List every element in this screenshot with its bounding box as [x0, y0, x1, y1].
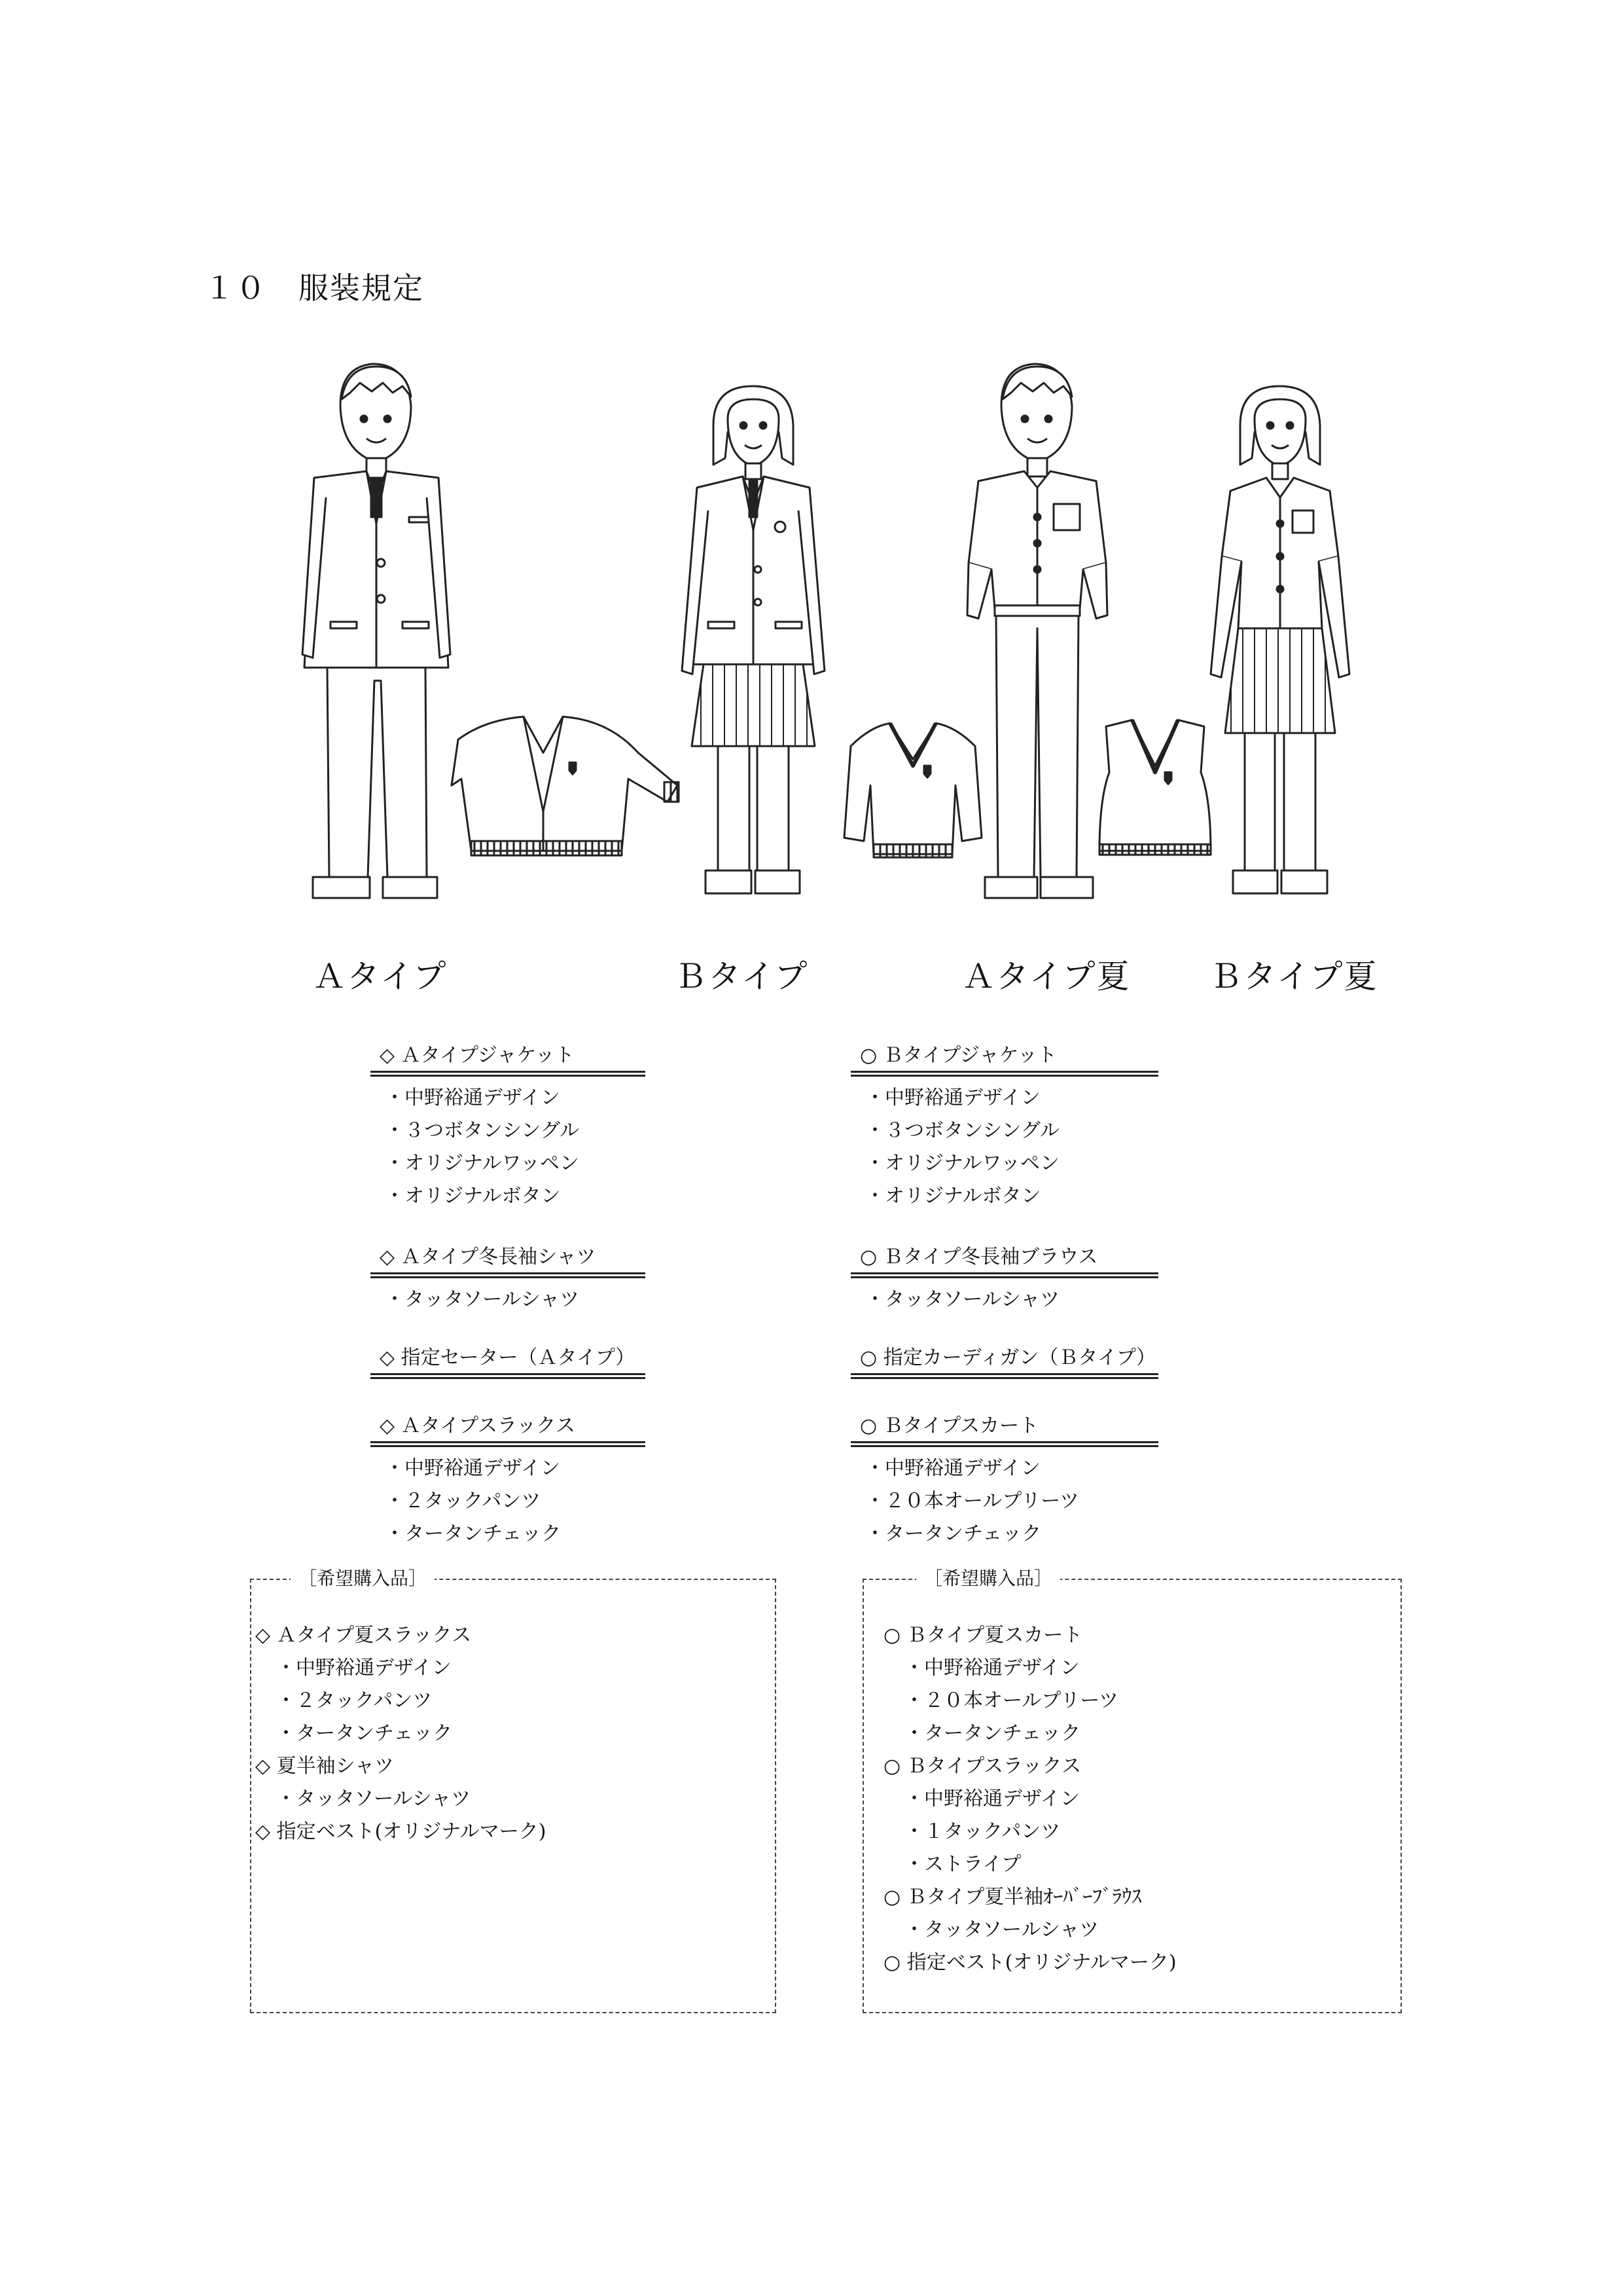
- spec-a-winter-shirt: [370, 1242, 645, 1316]
- list-item: ・タッタソールシャツ: [865, 1288, 1060, 1311]
- spec-rule: [851, 1071, 1158, 1077]
- spec-rule: [370, 1071, 645, 1077]
- spec-rule: [370, 1441, 645, 1447]
- list-item: ・２０本オールプリーツ: [865, 1490, 1079, 1513]
- list-item: ・タータンチェック: [276, 1722, 453, 1745]
- list-item: ・オリジナルワッペン: [865, 1152, 1060, 1175]
- spec-rule: [851, 1441, 1158, 1447]
- list-item: ◇ Ａタイプ夏スラックス: [255, 1624, 472, 1647]
- list-item: ・中野裕通デザイン: [904, 1657, 1080, 1679]
- page-title: １０ 服装規定: [204, 270, 424, 306]
- spec-heading: ◇ Ａタイプスラックス: [380, 1414, 576, 1437]
- list-item: ・２０本オールプリーツ: [904, 1689, 1118, 1712]
- spec-a-sweater: [370, 1343, 645, 1384]
- figure-b-type-summer: [1211, 386, 1349, 893]
- list-item: ◇ 指定ベスト(オリジナルマーク): [255, 1820, 546, 1843]
- list-item: ・中野裕通デザイン: [276, 1657, 452, 1679]
- list-item: ・中野裕通デザイン: [385, 1086, 560, 1109]
- spec-a-jacket: [370, 1041, 645, 1213]
- list-item: ・ストライプ: [904, 1853, 1022, 1876]
- optional-items-right: [863, 1568, 1402, 2013]
- list-item: ・１タックパンツ: [904, 1820, 1061, 1843]
- list-item: ・中野裕通デザイン: [385, 1457, 560, 1480]
- box-title: ［希望購入品］: [291, 1566, 435, 1592]
- list-item: ・３つボタンシングル: [865, 1119, 1060, 1142]
- list-item: ◇ 夏半袖シャツ: [255, 1755, 395, 1778]
- list-item: ・オリジナルボタン: [385, 1185, 561, 1208]
- figure-label-b-type-summer: Ｂタイプ夏: [1209, 958, 1378, 996]
- spec-heading: ○ Ｂタイプ冬長袖ブラウス: [860, 1246, 1098, 1268]
- spec-heading: ○ Ｂタイプジャケット: [860, 1044, 1057, 1067]
- spec-b-jacket: [851, 1041, 1158, 1213]
- spec-heading: ○ 指定カーディガン（Ｂタイプ）: [860, 1346, 1156, 1369]
- list-item: ○ Ｂタイプ夏半袖ｵｰﾊﾞｰﾌﾞﾗｳｽ: [883, 1886, 1142, 1909]
- spec-heading: ◇ 指定セーター（Ａタイプ）: [380, 1346, 635, 1369]
- spec-heading: ◇ Ａタイプ冬長袖シャツ: [380, 1246, 596, 1268]
- list-item: ・タッタソールシャツ: [276, 1787, 471, 1810]
- list-item: ・タータンチェック: [904, 1722, 1081, 1745]
- list-item: ・中野裕通デザイン: [865, 1086, 1041, 1109]
- spec-rule: [370, 1373, 645, 1379]
- list-item: ・タータンチェック: [865, 1522, 1042, 1545]
- list-item: ・タッタソールシャツ: [385, 1288, 580, 1311]
- list-item: ・オリジナルワッペン: [385, 1152, 579, 1175]
- figure-label-a-type: Ａタイプ: [313, 958, 448, 996]
- list-item: ・中野裕通デザイン: [904, 1787, 1080, 1810]
- list-item: ○ Ｂタイプスラックス: [883, 1755, 1082, 1778]
- list-item: ・オリジナルボタン: [865, 1185, 1041, 1208]
- list-item: ○ 指定ベスト(オリジナルマーク): [883, 1951, 1177, 1974]
- spec-heading: ◇ Ａタイプジャケット: [380, 1044, 575, 1067]
- list-item: ・タータンチェック: [385, 1522, 562, 1545]
- spec-heading: ○ Ｂタイプスカート: [860, 1414, 1039, 1437]
- spec-b-winter-blouse: [851, 1242, 1158, 1316]
- sweater: [844, 723, 982, 857]
- spec-a-slacks: [370, 1411, 645, 1551]
- list-item: ・タッタソールシャツ: [904, 1918, 1099, 1941]
- list-item: ・２タックパンツ: [385, 1490, 541, 1513]
- spec-b-skirt: [851, 1411, 1158, 1551]
- figure-label-a-type-summer: Ａタイプ夏: [962, 958, 1131, 996]
- list-item: ・３つボタンシングル: [385, 1119, 579, 1142]
- box-title: ［希望購入品］: [916, 1566, 1060, 1592]
- uniform-illustrations: [0, 0, 1623, 1047]
- figure-b-type: [682, 386, 825, 893]
- figure-a-type-summer: [967, 364, 1107, 898]
- figure-a-type: [302, 364, 450, 898]
- list-item: ・２タックパンツ: [276, 1689, 433, 1712]
- spec-b-cardigan: [851, 1343, 1158, 1384]
- vest: [1099, 720, 1211, 855]
- list-item: ○ Ｂタイプ夏スカート: [883, 1624, 1083, 1647]
- list-item: ・中野裕通デザイン: [865, 1457, 1041, 1480]
- spec-rule: [370, 1272, 645, 1278]
- cardigan: [452, 717, 679, 855]
- spec-rule: [851, 1272, 1158, 1278]
- optional-items-left: [250, 1568, 776, 2013]
- figure-label-b-type: Ｂタイプ: [674, 958, 809, 996]
- spec-rule: [851, 1373, 1158, 1379]
